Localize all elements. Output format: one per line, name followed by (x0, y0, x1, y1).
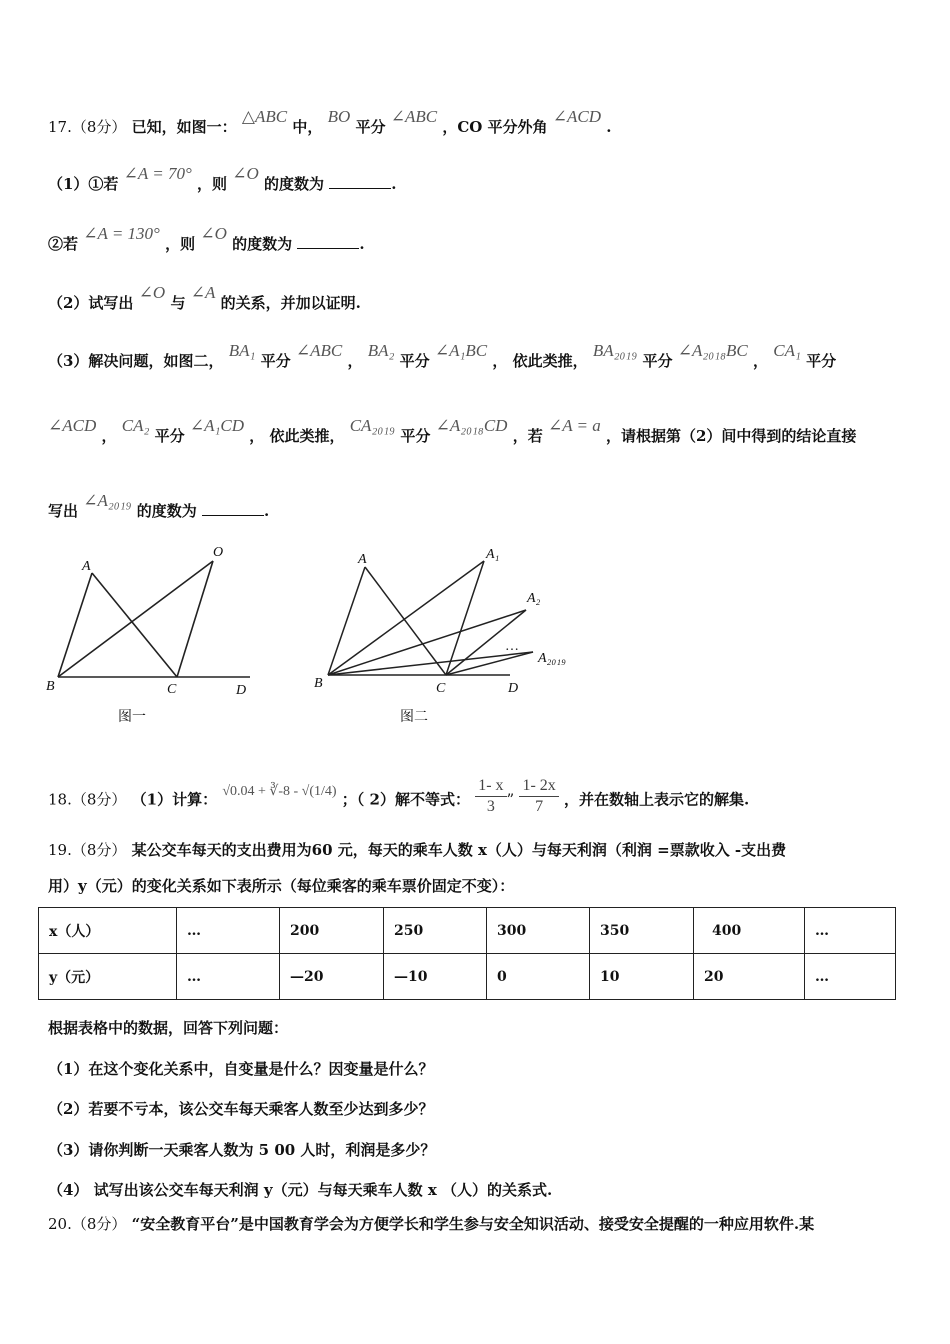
line-ac (92, 573, 177, 677)
q17-part1: （1）①若 ∠A = 70° ，则 ∠O 的度数为 . (48, 164, 397, 193)
q17-line1: 17.（8分） 已知，如图一： △ABC 中， BO 平分 ∠ABC ，CO 平分外角 ∠ACD . (48, 107, 612, 136)
label-c: C (436, 681, 446, 696)
label-o: O (213, 545, 224, 560)
answer-blank[interactable] (329, 174, 391, 189)
fraction-2: $\frac{1- 2x}{7}$ (519, 776, 558, 817)
q17-part3-line1: （3）解决问题，如图二， BA₁ 平分 ∠ABC ， BA₂ 平分 ∠A₁BC ， 依此类推， BA₂₀₁₉ 平分 ∠A₂₀₁₈BC ， CA₁ 平分 (48, 341, 837, 370)
label-a2: A₂ (527, 591, 541, 606)
q19-item-2: （2）若要不亏本，该公交车每天乘客人数至少达到多少？ (48, 1100, 434, 1118)
q17-part1b: ②若 ∠A = 130° ，则 ∠O 的度数为 . (48, 224, 365, 253)
q20-head: 20.（8分） (48, 1215, 127, 1233)
q19-intro: 根据表格中的数据，回答下列问题： (48, 1019, 289, 1037)
answer-blank[interactable] (297, 234, 359, 249)
table-row: x（人） … 200 250 300 350 400 … (39, 908, 896, 954)
line-ba (58, 573, 92, 677)
label-a: A (358, 552, 367, 567)
fraction-1: $\frac{1- x}{3}$ (475, 776, 506, 817)
line-ba (328, 567, 365, 675)
q19-item-1: （1）在这个变化关系中，自变量是什么？因变量是什么？ (48, 1060, 434, 1078)
q19-line2: 用）y（元）的变化关系如下表所示（每位乘客的乘车票价固定不变）： (48, 877, 515, 895)
line-ba1 (328, 561, 484, 675)
q19-head: 19.（8分） (48, 841, 127, 859)
q20-line: 20.（8分） “安全教育平台”是中国教育学会为方便学长和学生参与安全知识活动、接受安全提醒的一种应用软件.某 (48, 1215, 815, 1233)
q18-line: 18.（8分） （1）计算： √0.04 + ∛-8 - √(1/4) ；（ 2）解不等式： $\frac{1- x}{3}$” $\frac{1- 2x}{7}$ ，并在数轴上表示它的解集. (48, 777, 750, 815)
label-b: B (314, 676, 323, 691)
label-c: C (167, 682, 177, 697)
q17-part2: （2）试写出 ∠O 与 ∠A 的关系，并加以证明. (48, 283, 361, 312)
q18-expression: √0.04 + ∛-8 - √(1/4) (222, 783, 337, 799)
q17-head: 17.（8分） (48, 118, 127, 136)
label-dots: … (506, 639, 519, 654)
figure-2 (308, 540, 598, 700)
q17-part3-line2: ∠ACD ， CA₂ 平分 ∠A₁CD ， 依此类推， CA₂₀₁₉ 平分 ∠A₂₀₁₈CD ，若 ∠A = a ，请根据第（2）间中得到的结论直接 (48, 416, 857, 445)
line-ba2 (328, 610, 526, 675)
table-row: y（元） … —20 —10 0 10 20 … (39, 954, 896, 1000)
figure-2-caption: 图二 (400, 709, 428, 725)
label-d: D (236, 683, 247, 698)
label-a1: A₁ (486, 547, 500, 562)
figure-1-caption: 图一 (118, 709, 146, 725)
line-bo (58, 561, 213, 677)
label-d: D (508, 681, 519, 696)
label-a: A (82, 559, 91, 574)
q19-item-4: （4） 试写出该公交车每天利润 y（元）与每天乘车人数 x （人）的关系式. (48, 1181, 553, 1199)
q19-line1: 19.（8分） 某公交车每天的支出费用为60 元，每天的乘车人数 x（人）与每天利润（利润 =票款收入 -支出费 (48, 841, 787, 859)
answer-blank[interactable] (202, 501, 264, 516)
figure-1 (40, 540, 270, 700)
data-table (38, 907, 896, 1000)
line-co (177, 561, 213, 677)
label-a2019: A₂₀₁₉ (538, 651, 567, 666)
label-b: B (46, 679, 55, 694)
q19-item-3: （3）请你判断一天乘客人数为 5 00 人时，利润是多少？ (48, 1141, 436, 1159)
q18-head: 18.（8分） (48, 790, 127, 809)
q17-part3-line3: 写出 ∠A₂₀₁₉ 的度数为 . (48, 491, 270, 520)
